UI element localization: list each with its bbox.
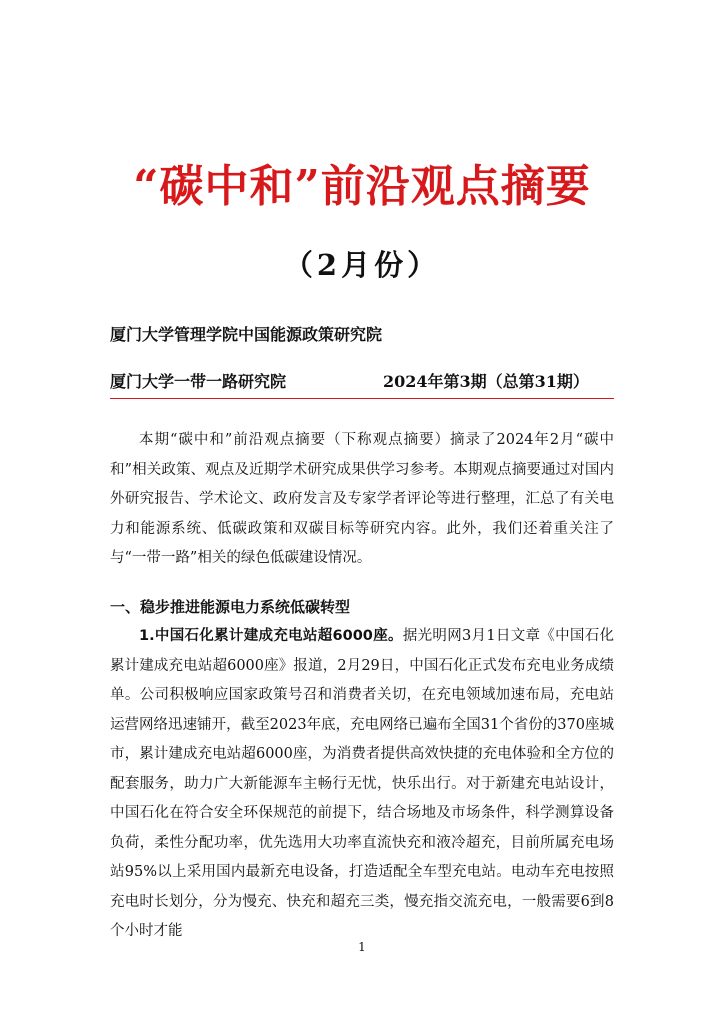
institution-line-1: 厦门大学管理学院中国能源政策研究院 [110,325,383,344]
intro-paragraph: 本期“碳中和”前沿观点摘要（下称观点摘要）摘录了2024年2月“碳中和”相关政策、观点及近期学术研究成果供学习参考。本期观点摘要通过对国内外研究报告、学术论文、政府发言及专家学者评论等进行整理，汇总了有关电力和能源系统、低碳政策和双碳目标等研究内容。此外，我们还着重关注了与“一带一路”相关的绿色低碳建设情况。 [110,432,614,566]
institution-line-2: 厦门大学一带一路研究院 [110,372,287,391]
item-lead: 1.中国石化累计建成充电站超6000座。 [139,628,403,644]
document-title: “碳中和”前沿观点摘要 [133,161,591,212]
page-number: 1 [358,940,366,954]
item-paragraph [110,622,614,947]
document-subtitle: （2月份） [283,248,441,282]
item-body: 据光明网3月1日文章《中国石化累计建成充电站超6000座》报道，2月29日，中国石化正式发布充电业务成绩单。公司积极响应国家政策号召和消费者关切，在充电领域加速布局，充电站运营网络迅速铺开，截至2023年底，充电网络已遍布全国31个省份的370座城市，累计建成充电站超6000座，为消费者提供高效快捷的充电体验和全方位的配套服务，助力广大新能源车主畅行无忧，快乐出行。对于新建充电站设计，中国石化在符合安全环保规范的前提下，结合场地及市场条件，科学测算设备负荷，柔性分配功率，优先选用大功率直流快充和液冷超充，目前所属充电场站95%以上采用国内最新充电设备，打造适配全车型充电站。电动车充电按照充电时长划分，分为慢充、快充和超充三类，慢充指交流充电，一般需要6到8个小时才能 [110,628,615,939]
header-divider [110,398,614,399]
issue-number: 2024年第3期（总第31期） [383,372,589,391]
section-heading: 一、稳步推进能源电力系统低碳转型 [110,598,351,616]
